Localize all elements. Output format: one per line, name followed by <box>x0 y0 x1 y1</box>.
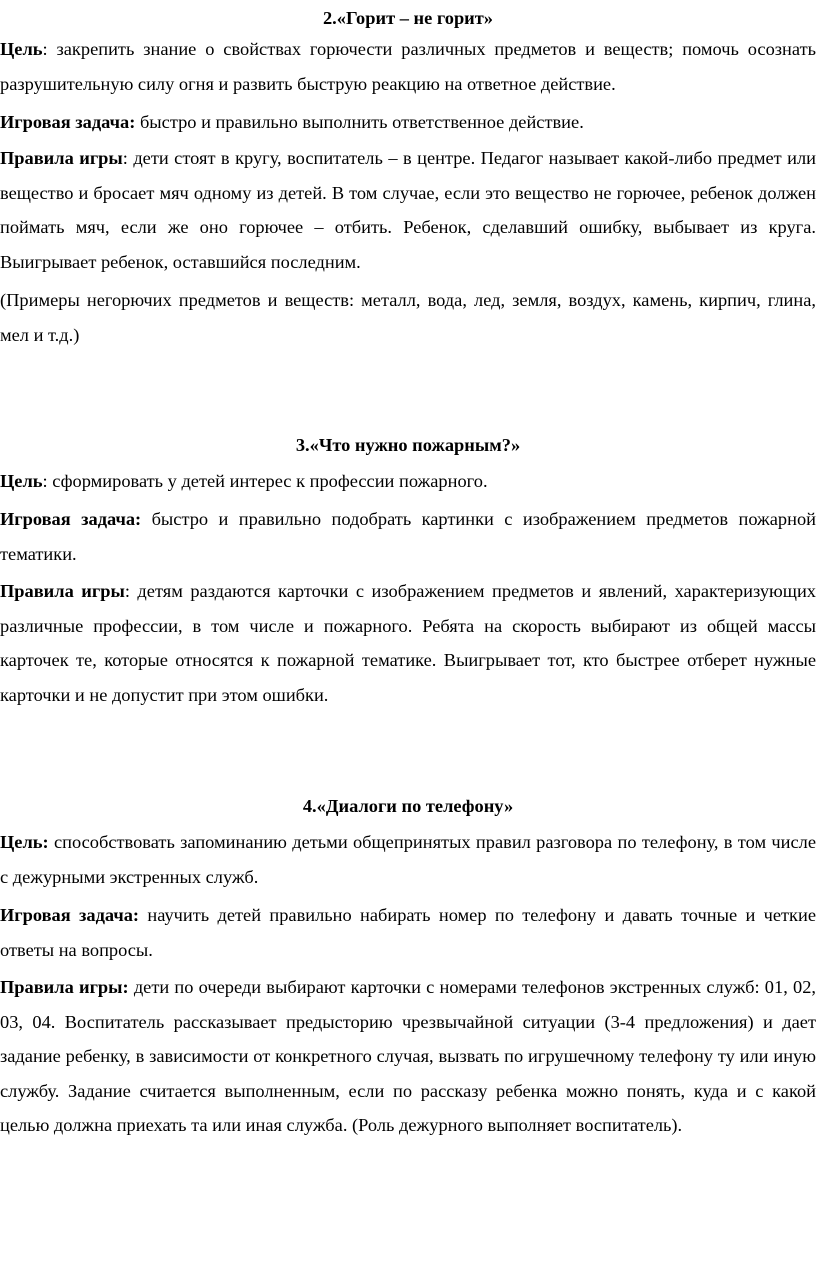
goal-label: Цель <box>0 471 43 491</box>
goal-label: Цель: <box>0 832 49 852</box>
task-label: Игровая задача: <box>0 905 140 925</box>
rules-label: Правила игры <box>0 581 125 601</box>
section-2-rules <box>0 141 816 279</box>
section-4-task <box>0 898 816 967</box>
section-2-title: 2.«Горит – не горит» <box>322 8 493 28</box>
rules-text: дети по очереди выбирают карточки с номерами телефонов экстренных служб: 01, 02, 03, 04. Воспитатель рассказывает предысторию чрезвычайной ситуации (3-4 предложения) и дает задание ребенку, в зависимости от конкретного случая, вызвать по игрушечному телефону ту или иную службу. Задание считается выполненным, если по рассказу ребенка можно понять, куда и с какой целью должна приехать та или иная служба. (Роль дежурного выполняет воспитатель). <box>0 977 816 1135</box>
section-3-task <box>0 502 816 571</box>
goal-text: : закрепить знание о свойствах горючести различных предметов и веществ; помочь осознать разрушительную силу огня и развить быструю реакцию на ответное действие. <box>0 39 816 94</box>
section-2-task <box>0 105 816 140</box>
task-text: научить детей правильно набирать номер по телефону и давать точные и четкие ответы на вопросы. <box>0 905 816 960</box>
section-2-note: (Примеры негорючих предметов и веществ: металл, вода, лед, земля, воздух, камень, кирпич, глина, мел и т.д.) <box>0 290 816 345</box>
rules-label: Правила игры: <box>0 977 129 997</box>
section-4-rules <box>0 970 816 1143</box>
task-label: Игровая задача: <box>0 112 136 132</box>
goal-text: : сформировать у детей интерес к профессии пожарного. <box>42 471 488 491</box>
task-text: быстро и правильно выполнить ответственное действие. <box>135 112 584 132</box>
section-3-title: 3.«Что нужно пожарным?» <box>295 435 521 455</box>
section-3-rules <box>0 574 816 712</box>
task-text: быстро и правильно подобрать картинки с изображением предметов пожарной тематики. <box>0 509 816 564</box>
rules-text: : дети стоят в кругу, воспитатель – в центре. Педагог называет какой-либо предмет или вещество и бросает мяч одному из детей. В том случае, если это вещество не горючее, ребенок должен поймать мяч, если же оно горючее – отбить. Ребенок, сделавший ошибку, выбывает из круга. Выигрывает ребенок, оставшийся последним. <box>0 148 816 272</box>
goal-label: Цель <box>0 39 43 59</box>
section-2-goal <box>0 32 816 101</box>
rules-text: : детям раздаются карточки с изображением предметов и явлений, характеризующих различные профессии, в том числе и пожарного. Ребята на скорость выбирают из общей массы карточек те, которые относятся к пожарной тематике. Выигрывает тот, кто быстрее отберет нужные карточки и не допустит при этом ошибки. <box>0 581 816 705</box>
section-4-title: 4.«Диалоги по телефону» <box>302 796 514 816</box>
rules-label: Правила игры <box>0 148 123 168</box>
task-label: Игровая задача: <box>0 509 142 529</box>
section-4-goal <box>0 825 816 894</box>
goal-text: способствовать запоминанию детьми общепринятых правил разговора по телефону, в том числе с дежурными экстренных служб. <box>0 832 816 887</box>
section-3-goal <box>0 464 816 499</box>
